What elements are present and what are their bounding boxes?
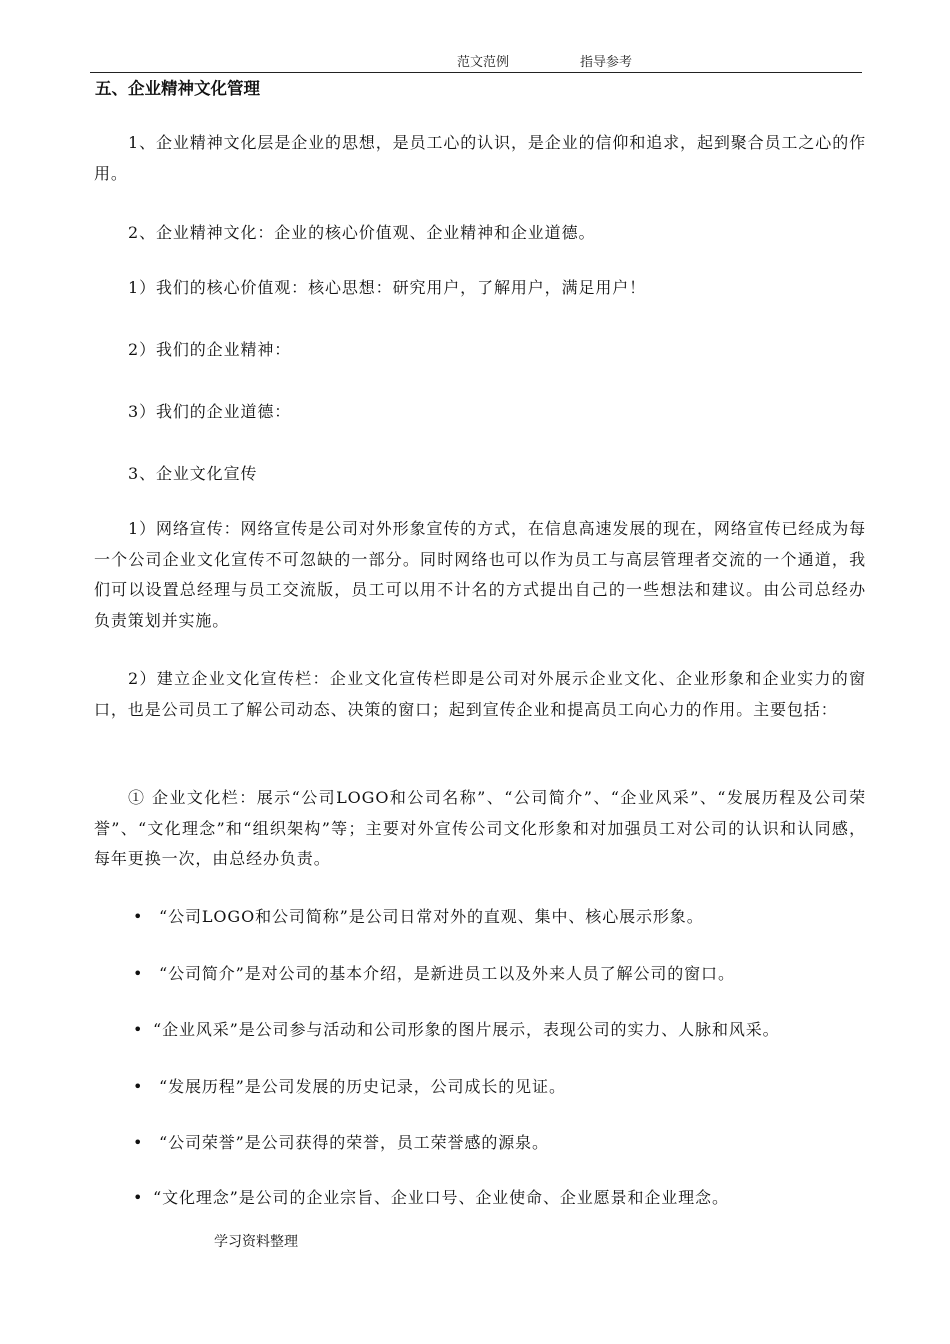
bullet-dot: • [133,907,144,926]
bullet-dot: • [133,1020,144,1039]
paragraph-8: 2）建立企业文化宣传栏：企业文化宣传栏即是公司对外展示企业文化、企业形象和企业实力的窗口，也是公司员工了解公司动态、决策的窗口；起到宣传企业和提高员工向心力的作用。主要包括： [94,669,866,719]
bullet-item [133,963,873,985]
bullet-item [133,1019,873,1041]
bullet-dot: • [133,1133,144,1152]
header-left-text: 范文范例 [457,55,510,70]
paragraph-2: 2、企业精神文化：企业的核心价值观、企业精神和企业道德。 [128,223,596,242]
bullet-text: “公司简介”是对公司的基本介绍，是新进员工以及外来人员了解公司的窗口。 [159,964,735,983]
paragraph-5: 3）我们的企业道德： [128,402,292,421]
bullet-text: “公司LOGO和公司简称”是公司日常对外的直观、集中、核心展示形象。 [159,907,704,926]
bullet-item [133,1076,873,1098]
paragraph-9: ① 企业文化栏：展示“公司LOGO和公司名称”、“公司简介”、“企业风采”、“发展历程及公司荣誉”、“文化理念”和“组织架构”等；主要对外宣传公司文化形象和对加强员工对公司的认识和认同感，每年更换一次，由总经办负责。 [94,788,866,868]
bullet-item [133,1187,873,1209]
bullet-dot: • [133,1188,144,1207]
paragraph-1: 1、企业精神文化层是企业的思想，是员工心的认识，是企业的信仰和追求，起到聚合员工之心的作用。 [94,133,866,183]
bullet-item [133,1132,873,1154]
header-rule [90,72,862,73]
bullet-item [133,906,873,928]
bullet-text: “企业风采”是公司参与活动和公司形象的图片展示，表现公司的实力、人脉和风采。 [153,1020,780,1039]
bullet-text: “公司荣誉”是公司获得的荣誉，员工荣誉感的源泉。 [159,1133,549,1152]
section-title: 五、企业精神文化管理 [95,79,260,98]
page-footer: 学习资料整理 [214,1234,298,1250]
bullet-dot: • [133,1077,144,1096]
paragraph-6: 3、企业文化宣传 [128,464,258,483]
header-right-text: 指导参考 [580,55,633,70]
bullet-text: “文化理念”是公司的企业宗旨、企业口号、企业使命、企业愿景和企业理念。 [153,1188,729,1207]
paragraph-3: 1）我们的核心价值观：核心思想：研究用户，了解用户，满足用户！ [128,278,647,297]
paragraph-4: 2）我们的企业精神： [128,340,292,359]
paragraph-7: 1）网络宣传：网络宣传是公司对外形象宣传的方式，在信息高速发展的现在，网络宣传已经成为每一个公司企业文化宣传不可忽缺的一部分。同时网络也可以作为员工与高层管理者交流的一个通道，我们可以设置总经理与员工交流版，员工可以用不计名的方式提出自己的一些想法和建议。由公司总经办负责策划并实施。 [94,519,866,630]
bullet-text: “发展历程”是公司发展的历史记录，公司成长的见证。 [159,1077,566,1096]
bullet-dot: • [133,964,144,983]
